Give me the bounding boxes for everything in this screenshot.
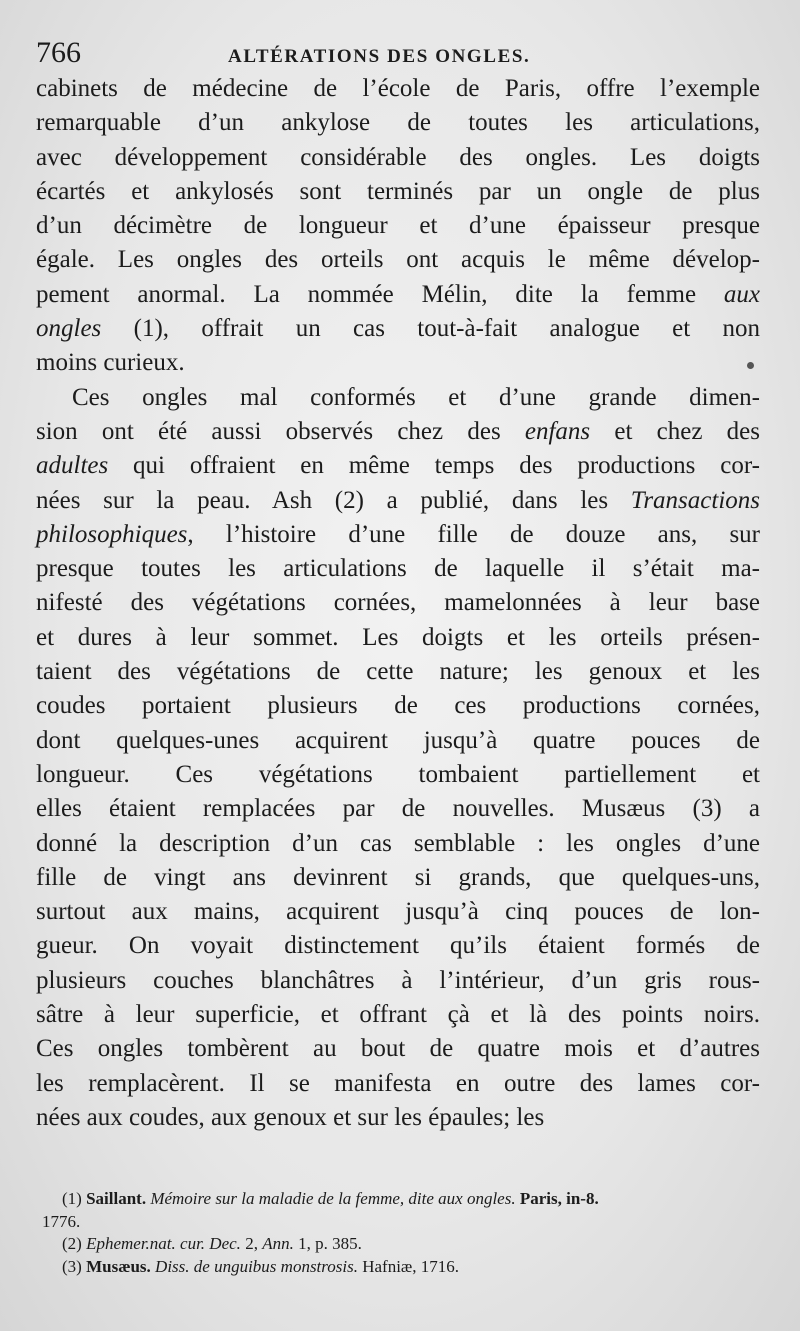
text-segment: sâtre à leur superficie, et offrant çà et là des points noirs. (36, 1001, 760, 1029)
text-line (36, 929, 760, 963)
text-line (36, 724, 760, 758)
footnote-line (42, 1211, 762, 1234)
text-segment: avec développement considérable des ongles. Les doigts (36, 143, 760, 171)
text-line (36, 552, 760, 586)
italic-text: ongles (36, 315, 102, 343)
text-segment: presque toutes les articulations de laquelle il s’était ma- (36, 555, 760, 583)
text-line (36, 758, 760, 792)
text-segment: taient des végétations de cette nature; les genoux et les (36, 658, 760, 686)
footnote-segment: Paris, in-8. (515, 1189, 599, 1208)
footnote-segment: 1, p. 385. (293, 1234, 362, 1253)
text-segment: pement anormal. La nommée Mélin, dite la femme (36, 280, 724, 308)
text-line (36, 586, 760, 620)
text-line (36, 209, 760, 243)
text-line (36, 998, 760, 1032)
text-line (36, 312, 760, 346)
text-line (36, 655, 760, 689)
text-segment: écartés et ankylosés sont terminés par un ongle de plus (36, 177, 760, 205)
text-line (36, 381, 760, 415)
text-line (36, 792, 760, 826)
page-number: 766 (36, 36, 81, 69)
footnote-segment: (2) (62, 1234, 87, 1253)
footnote-line (62, 1188, 762, 1211)
text-line (36, 827, 760, 861)
footnote-segment: 1776. (42, 1211, 81, 1231)
footnote-segment: (1) (62, 1189, 87, 1208)
text-segment: plusieurs couches blanchâtres à l’intérieur, d’un gris rous- (36, 966, 760, 994)
text-line (36, 1067, 760, 1101)
text-line (36, 1032, 760, 1066)
text-segment: surtout aux mains, acquirent jusqu’à cinq pouces de lon- (36, 898, 760, 926)
footnote-line (62, 1233, 762, 1256)
text-line (36, 243, 760, 277)
text-line (36, 621, 760, 655)
footnote-segment: Hafniæ, 1716. (357, 1256, 460, 1276)
text-line (36, 449, 760, 483)
text-line (36, 346, 760, 380)
footnote-segment: Ephemer.nat. cur. Dec. (86, 1234, 241, 1253)
italic-text: philosophiques (36, 520, 188, 548)
running-head (36, 36, 760, 76)
text-line (36, 72, 760, 106)
text-segment: égale. Les ongles des orteils ont acquis le même dévelop- (36, 246, 760, 274)
footnote-segment: Ann. (262, 1234, 294, 1253)
footnotes (42, 1188, 762, 1278)
text-segment: sion ont été aussi observés chez des (36, 417, 525, 445)
text-line (36, 278, 760, 312)
footnote-segment: Saillant. (86, 1189, 151, 1208)
text-line (36, 964, 760, 998)
italic-text: adultes (36, 452, 109, 480)
text-line (36, 106, 760, 140)
text-segment: donné la description d’un cas semblable : les ongles d’une (36, 829, 760, 857)
italic-text: Transactions (630, 486, 760, 514)
text-segment: dont quelques-unes acquirent jusqu’à quatre pouces de (36, 726, 760, 754)
text-line (36, 689, 760, 723)
text-segment: nées sur la peau. Ash (2) a publié, dans les (36, 486, 631, 514)
text-segment: remarquable d’un ankylose de toutes les articulations, (36, 109, 760, 137)
text-line (36, 1101, 760, 1135)
italic-text: enfans (524, 417, 591, 445)
text-segment: gueur. On voyait distinctement qu’ils étaient formés de (36, 932, 760, 960)
text-segment: nifesté des végétations cornées, mamelonnées à leur base (36, 589, 760, 617)
text-line (36, 861, 760, 895)
text-segment: d’un décimètre de longueur et d’une épaisseur presque (36, 212, 760, 240)
footnote-segment: (3) (62, 1256, 87, 1276)
text-line (36, 484, 760, 518)
text-segment: moins curieux. (36, 349, 185, 377)
text-segment: et dures à leur sommet. Les doigts et les orteils présen- (36, 623, 760, 651)
footnote-segment: Diss. de unguibus monstrosis. (155, 1256, 358, 1276)
text-segment: Ces ongles mal conformés et d’une grande dimen- (72, 383, 760, 411)
italic-text: aux (723, 280, 760, 308)
text-segment: elles étaient remplacées par de nouvelles. Musæus (3) a (36, 795, 760, 823)
text-segment: nées aux coudes, aux genoux et sur les épaules; les (36, 1103, 545, 1131)
text-line (36, 141, 760, 175)
text-line (36, 895, 760, 929)
text-segment: cabinets de médecine de l’école de Paris, offre l’exemple (36, 75, 760, 102)
text-line (36, 415, 760, 449)
text-segment: fille de vingt ans devinrent si grands, que quelques-uns, (36, 863, 760, 891)
footnote-line (62, 1256, 762, 1279)
text-segment: les remplacèrent. Il se manifesta en outre des lames cor- (36, 1069, 760, 1097)
text-segment: Ces ongles tombèrent au bout de quatre mois et d’autres (36, 1035, 760, 1063)
footnote-segment: 2, (240, 1234, 263, 1253)
ink-speck (747, 362, 754, 369)
running-title: ALTÉRATIONS DES ONGLES. (228, 46, 531, 67)
text-line (36, 518, 760, 552)
text-segment: , l’histoire d’une fille de douze ans, sur (187, 520, 760, 548)
text-segment: qui offraient en même temps des productions cor- (108, 452, 760, 480)
text-segment: et chez des (590, 417, 760, 445)
text-segment: (1), offrait un cas tout-à-fait analogue et non (101, 315, 760, 343)
footnote-segment: Mémoire sur la maladie de la femme, dite aux ongles. (150, 1189, 516, 1208)
footnote-segment: Musæus. (86, 1256, 156, 1276)
text-segment: coudes portaient plusieurs de ces productions cornées, (36, 692, 760, 720)
text-line (36, 175, 760, 209)
body-text (36, 72, 760, 1135)
text-segment: longueur. Ces végétations tombaient partiellement et (36, 760, 760, 788)
